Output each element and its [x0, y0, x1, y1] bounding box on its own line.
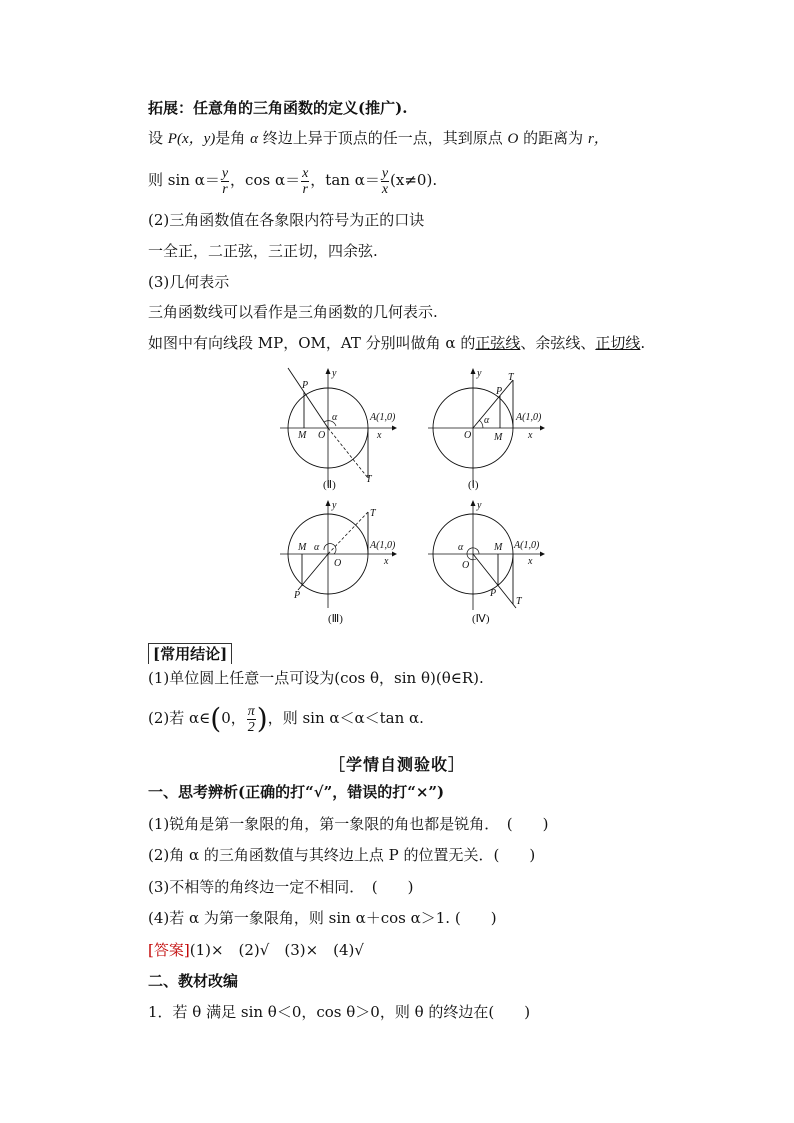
def-mid: 是角: [215, 129, 246, 147]
definition-line: [148, 128, 609, 149]
c2-pre: (2)若 α∈: [148, 709, 211, 727]
fig4-label-A: A(1,0): [514, 540, 540, 551]
frac-cos-den: r: [302, 181, 308, 197]
frac-pi: π: [247, 703, 255, 719]
formula-pre: 则 sin α＝: [148, 171, 220, 189]
quiz-problem-1: 1．若 θ 满足 sin θ＜0，cos θ＞0，则 θ 的终边在( ): [148, 1003, 531, 1021]
answer-text: (1)× (2)√ (3)× (4)√: [189, 941, 364, 959]
fig3-caption: (Ⅲ): [328, 613, 343, 625]
fig2-label-T: T: [366, 474, 372, 485]
fig1-label-P: P: [496, 386, 503, 397]
fig3-label-alpha: α: [314, 542, 320, 553]
fig3-label-T: T: [370, 508, 376, 519]
def-point: P(x，y): [167, 131, 216, 147]
extension-title: 拓展：任意角的三角函数的定义(推广).: [148, 99, 408, 117]
def-r: r，: [587, 131, 609, 147]
geo-pre: 如图中有向线段 MP，OM，AT 分别叫做角 α 的: [148, 334, 476, 352]
fig3-label-A: A(1,0): [370, 540, 396, 551]
fig1-label-O: O: [464, 430, 472, 441]
geometry-line-1: 三角函数线可以看作是三角函数的几何表示.: [148, 303, 438, 321]
quiz-part1-title: 一、思考辨析(正确的打“√”，错误的打“×”): [148, 783, 445, 801]
fig2-label-y: y: [332, 368, 337, 379]
fig4-label-y: y: [477, 500, 482, 511]
conclusions-heading-label: [常用结论]: [148, 643, 232, 664]
formula-tan: ，tan α＝: [310, 171, 380, 189]
frac-cos: [301, 166, 309, 197]
sign-rule: 一全正，二正弦，三正切，四余弦.: [148, 242, 378, 260]
conclusion-2: [148, 702, 424, 735]
figure-quadrant-1: [428, 368, 548, 492]
fig4-label-x: x: [528, 556, 533, 567]
quiz-q2: (2)角 α 的三角函数值与其终边上点 P 的位置无关．( ): [148, 846, 536, 864]
fig4-caption: (Ⅳ): [472, 613, 490, 625]
fig4-label-M: M: [494, 542, 503, 553]
def-tail: 终边上异于顶点的任一点，其到原点: [262, 129, 503, 147]
formula-cos: ，cos α＝: [230, 171, 301, 189]
conclusion-1: (1)单位圆上任意一点可设为(cos θ，sin θ)(θ∈R).: [148, 669, 484, 687]
fig1-label-M: M: [494, 432, 503, 443]
geo-sep: 、余弦线、: [520, 334, 596, 352]
fig1-label-A: A(1,0): [516, 412, 542, 423]
geo-end: .: [640, 334, 646, 352]
frac-pi-half: [247, 704, 256, 735]
fig2-label-O: O: [318, 430, 326, 441]
frac-sin-den: r: [222, 181, 228, 197]
fig2-caption: (Ⅱ): [323, 479, 336, 491]
fig4-label-P: P: [490, 588, 497, 599]
geometry-title: (3)几何表示: [148, 273, 230, 291]
fig3-label-O: O: [334, 558, 342, 569]
fig2-label-A: A(1,0): [370, 412, 396, 423]
figure-quadrant-3: [280, 500, 400, 614]
def-tail2: 的距离为: [523, 129, 584, 147]
geometry-line-2: [148, 333, 645, 353]
frac-tan-num: y: [381, 165, 389, 181]
fig4-label-T: T: [516, 596, 522, 607]
quiz-q3: (3)不相等的角终边一定不相同． ( ): [148, 878, 414, 896]
frac-sin-num: y: [221, 165, 229, 181]
c2-left-paren: (: [210, 702, 222, 735]
c2-interval-left: 0，: [221, 709, 246, 727]
frac-sin: [221, 166, 229, 197]
quiz-answer: [148, 940, 364, 960]
answer-tag: [答案]: [148, 941, 190, 959]
section-title: ［学情自测验收］: [328, 755, 465, 774]
fig1-label-T: T: [508, 372, 514, 383]
sign-title: (2)三角函数值在各象限内符号为正的口诀: [148, 211, 425, 229]
quiz-q1: (1)锐角是第一象限的角，第一象限的角也都是锐角． ( ): [148, 815, 549, 833]
fig3-label-y: y: [332, 500, 337, 511]
fig2-label-alpha: α: [332, 412, 338, 423]
frac-two: 2: [247, 719, 255, 735]
fig1-label-x: x: [528, 430, 533, 441]
def-origin: O: [507, 131, 519, 147]
fig1-label-alpha: α: [484, 415, 490, 426]
c2-right-paren: ): [256, 702, 268, 735]
fig1-caption: (Ⅰ): [468, 479, 479, 491]
frac-tan: [381, 166, 389, 197]
figure-quadrant-2: [280, 368, 400, 492]
conclusions-heading: [148, 643, 232, 664]
frac-cos-num: x: [302, 165, 309, 181]
fig3-label-M: M: [298, 542, 307, 553]
quiz-part2-title: 二、教材改编: [148, 972, 239, 990]
fig2-label-x: x: [377, 430, 382, 441]
fig1-label-y: y: [477, 368, 482, 379]
quiz-q4: (4)若 α 为第一象限角，则 sin α＋cos α＞1. ( ): [148, 909, 497, 927]
fig2-label-P: P: [302, 380, 309, 391]
figure-quadrant-4: [428, 500, 548, 619]
c2-post: ，则 sin α＜α＜tan α.: [267, 709, 424, 727]
formula-end: (x≠0).: [390, 171, 438, 189]
fig4-label-alpha: α: [458, 542, 464, 553]
frac-tan-den: x: [381, 181, 389, 197]
fig3-label-x: x: [384, 556, 389, 567]
fig4-label-O: O: [462, 560, 470, 571]
fig3-label-P: P: [294, 590, 301, 601]
fig2-label-M: M: [298, 430, 307, 441]
def-pre: 设: [148, 129, 164, 147]
formula-line: [148, 164, 437, 197]
geo-sine-line: 正弦线: [475, 334, 521, 352]
def-alpha: α: [250, 131, 258, 147]
geo-tan-line: 正切线: [595, 334, 641, 352]
